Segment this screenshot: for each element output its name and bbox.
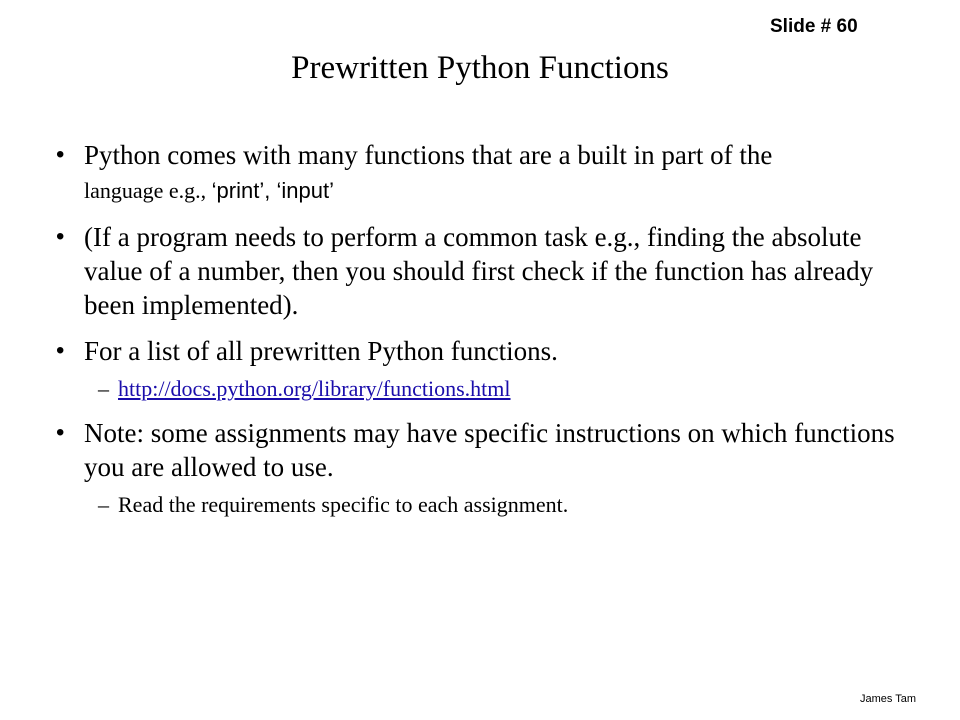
bullet-text: (If a program needs to perform a common task e.g., finding the absolute value of a number, then you should first check if the function has already been implemented). — [84, 222, 874, 320]
bullet-icon: • — [56, 419, 65, 446]
slide-content — [52, 138, 902, 532]
bullet-text: For a list of all prewritten Python functions. — [84, 336, 558, 366]
dash-icon: – — [98, 492, 109, 517]
dash-icon: – — [98, 376, 109, 401]
bullet-icon: • — [56, 141, 65, 168]
bullet-function-list — [52, 334, 902, 368]
bullet-text: Note: some assignments may have specific instructions on which functions you are allowed to use. — [84, 418, 895, 482]
bullet-common-task — [52, 220, 902, 322]
bullet-text-line2: language e.g., — [84, 178, 212, 203]
bullet-icon: • — [56, 223, 65, 250]
author-footer: James Tam — [860, 693, 917, 705]
code-input: ‘input’ — [276, 178, 334, 203]
bullet-note — [52, 416, 902, 484]
bullet-icon: • — [56, 337, 65, 364]
code-separator: , — [264, 178, 277, 203]
bullet-text-line1: Python comes with many functions that are a built in part of the — [84, 140, 773, 170]
slide-title: Prewritten Python Functions — [291, 50, 669, 86]
sub-bullet-requirements — [52, 490, 902, 520]
functions-doc-link[interactable]: http://docs.python.org/library/functions.html — [118, 376, 511, 401]
bullet-builtin-functions — [52, 138, 902, 208]
sub-bullet-link — [52, 374, 902, 404]
sub-bullet-text: Read the requirements specific to each assignment. — [118, 492, 569, 517]
code-print: ‘print’ — [211, 178, 265, 203]
slide-number: Slide # 60 — [770, 16, 858, 37]
